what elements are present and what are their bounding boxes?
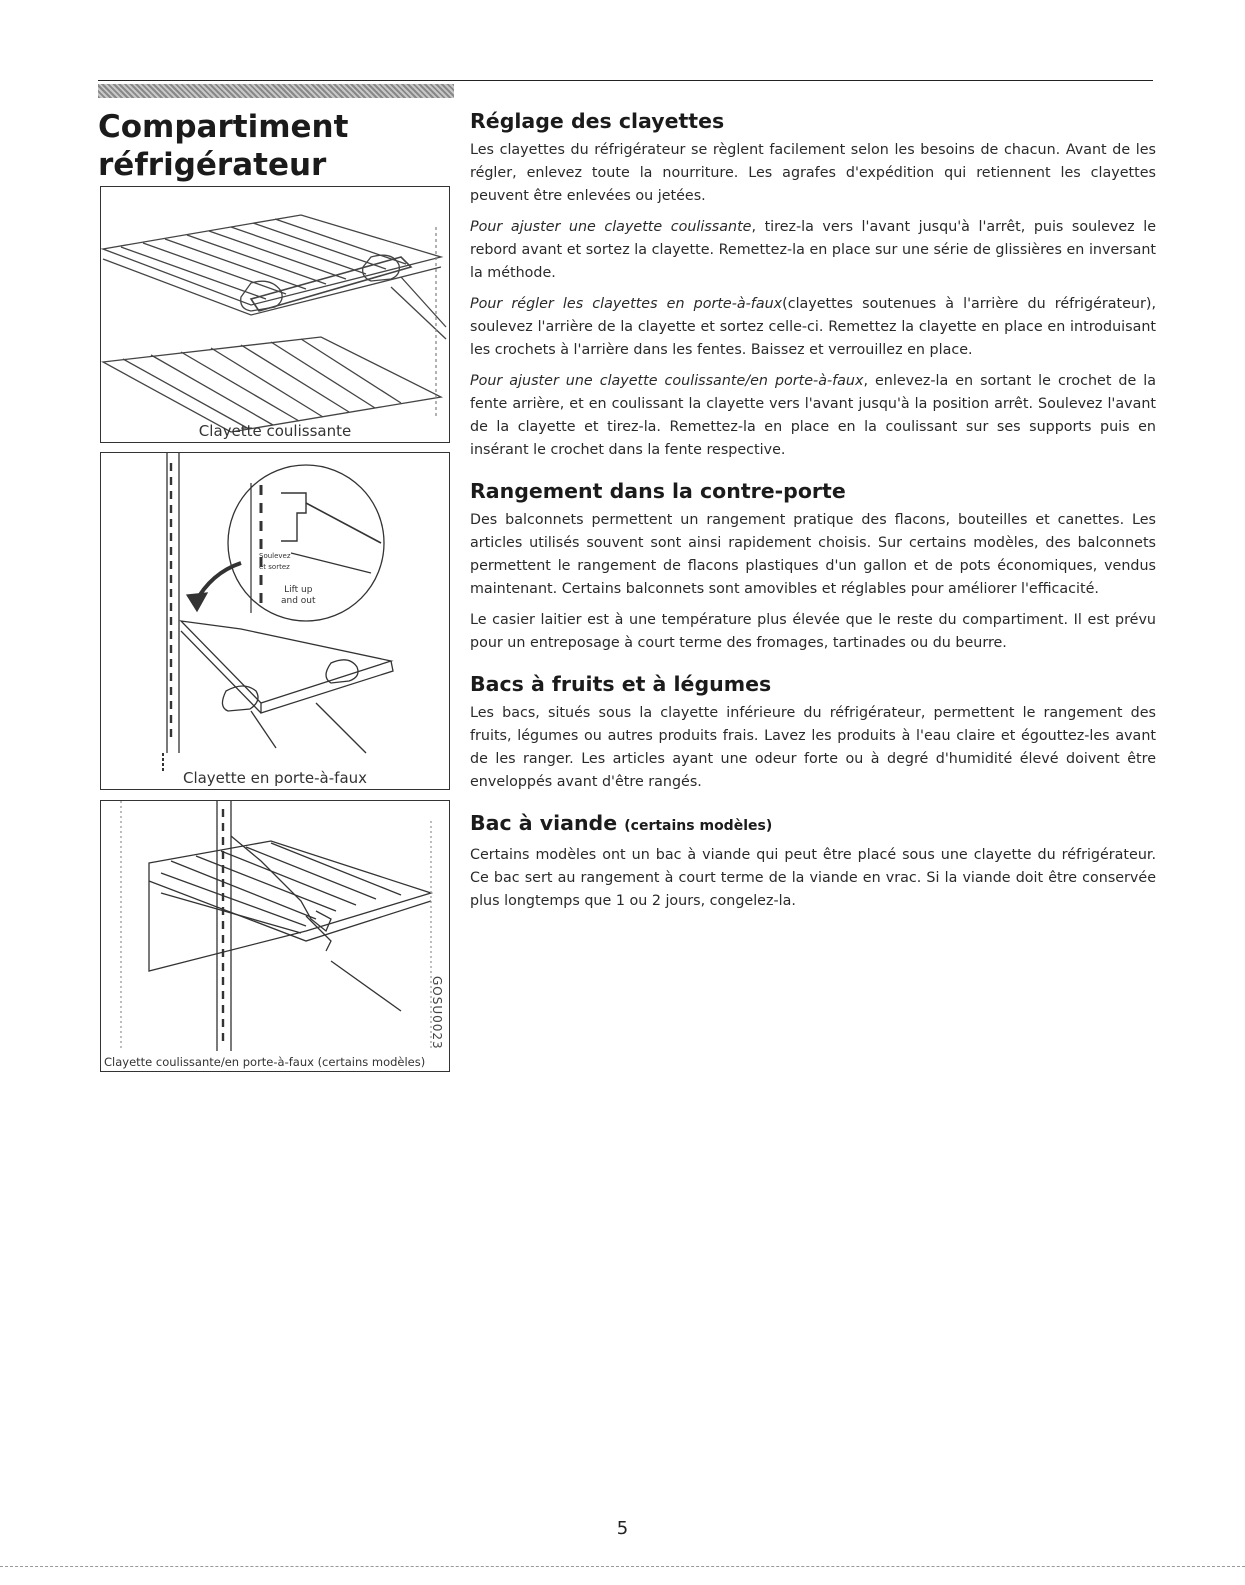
section-title xyxy=(98,108,448,184)
section-meat xyxy=(470,810,1156,913)
crispers-paragraph-1: Les bacs, situés sous la clayette inférieure du réfrigérateur, permettent le rangement des fruits, légumes ou autres produits frais. Lavez les produits à l'eau claire et égouttez-les avant de les ranger. Les articles ayant une odeur forte ou à degré d'humidité élevé doivent être enveloppés avant d'être rangés. xyxy=(470,705,1156,790)
title-line-1: Compartiment xyxy=(98,109,349,145)
main-content xyxy=(470,108,1156,929)
shelves-p2-lead: Pour ajuster une clayette coulissante xyxy=(470,219,752,235)
figure-cantilever-shelf xyxy=(100,452,450,790)
title-line-2: réfrigérateur xyxy=(98,147,327,183)
page-number: 5 xyxy=(616,1518,629,1539)
figure-caption-cantilever: Clayette en porte-à-faux xyxy=(182,769,368,787)
sliding-shelf-illustration xyxy=(101,187,449,442)
footer-rule xyxy=(0,1566,1245,1567)
heading-door: Rangement dans la contre-porte xyxy=(470,479,846,503)
cantilever-shelf-illustration xyxy=(101,453,449,789)
section-door xyxy=(470,478,1156,655)
heading-meat xyxy=(470,810,1156,839)
door-paragraph-1: Des balconnets permettent un rangement pratique des flacons, bouteilles et canettes. Les articles utilisés souvent sont ainsi rapidement choisis. Sur certains modèles, des balconnets permettent le rangement de flacons plastiques d'un gallon et de pots économiques, vendus maintenant. Certains balconnets sont amovibles et réglables pour améliorer l'efficacité. xyxy=(470,512,1156,597)
section-crispers xyxy=(470,671,1156,794)
inset-label-en-1: Lift up xyxy=(284,585,313,595)
header-accent-bar xyxy=(98,84,454,98)
shelves-p4-lead: Pour ajuster une clayette coulissante/en porte-à-faux xyxy=(470,373,864,389)
inset-label-fr xyxy=(259,551,291,573)
heading-crispers: Bacs à fruits et à légumes xyxy=(470,672,772,696)
shelves-p4-body: , enlevez-la en sortant le crochet de la fente arrière, et en coulissant la clayette vers l'avant jusqu'à la position arrêt. Soulevez l'avant de la clayette et tirez-la. Remettez-la en place en la coulissant sur ses supports puis en insérant le crochet dans la fente respective. xyxy=(470,373,1157,458)
inset-label-en xyxy=(281,585,316,607)
figure-caption-combo: Clayette coulissante/en porte-à-faux (certains modèles) xyxy=(104,1055,426,1069)
shelves-p3-lead: Pour régler les clayettes en porte-à-faux xyxy=(470,296,783,312)
figure-sliding-shelf xyxy=(100,186,450,443)
combo-shelf-illustration xyxy=(101,801,449,1071)
shelves-paragraph-2 xyxy=(470,216,1156,285)
inset-label-en-2: and out xyxy=(281,596,316,606)
section-shelves xyxy=(470,108,1156,462)
header-rule xyxy=(98,80,1153,81)
shelves-p2-body: , tirez-la vers l'avant jusqu'à l'arrêt, puis soulevez le rebord avant et sortez la clayette. Remettez-la en place sur une série de glissières en inversant la méthode. xyxy=(470,219,1156,281)
inset-label-fr-1: Soulevez xyxy=(259,552,291,560)
inset-label-fr-2: et sortez xyxy=(259,563,290,571)
meat-paragraph-1: Certains modèles ont un bac à viande qui peut être placé sous une clayette du réfrigérateur. Ce bac sert au rangement à court terme de la viande en vrac. Si la viande doit être conservée plus longtemps que 1 ou 2 jours, congelez-la. xyxy=(470,847,1156,909)
heading-meat-main: Bac à viande xyxy=(470,811,618,835)
heading-shelves: Réglage des clayettes xyxy=(470,109,725,133)
figure-code: GOSU0023 xyxy=(430,976,444,1050)
shelves-paragraph-1: Les clayettes du réfrigérateur se règlent facilement selon les besoins de chacun. Avant de les régler, enlevez toute la nourriture. Les agrafes d'expédition qui retiennent les clayettes peuvent être enlevées ou jetées. xyxy=(470,142,1156,204)
shelves-p3-body: (clayettes soutenues à l'arrière du réfrigérateur), soulevez l'arrière de la clayette et sortez celle-ci. Remettez la clayette en place en introduisant les crochets à l'arrière dans les fentes. Baissez et verrouillez en place. xyxy=(470,296,1156,358)
figure-combo-shelf xyxy=(100,800,450,1072)
figure-caption-sliding: Clayette coulissante xyxy=(198,422,352,440)
shelves-paragraph-4 xyxy=(470,370,1156,462)
door-paragraph-2: Le casier laitier est à une température plus élevée que le reste du compartiment. Il est prévu pour un entreposage à court terme des fromages, tartinades ou du beurre. xyxy=(470,612,1156,651)
shelves-paragraph-3 xyxy=(470,293,1156,362)
heading-meat-sub: (certains modèles) xyxy=(624,818,773,834)
